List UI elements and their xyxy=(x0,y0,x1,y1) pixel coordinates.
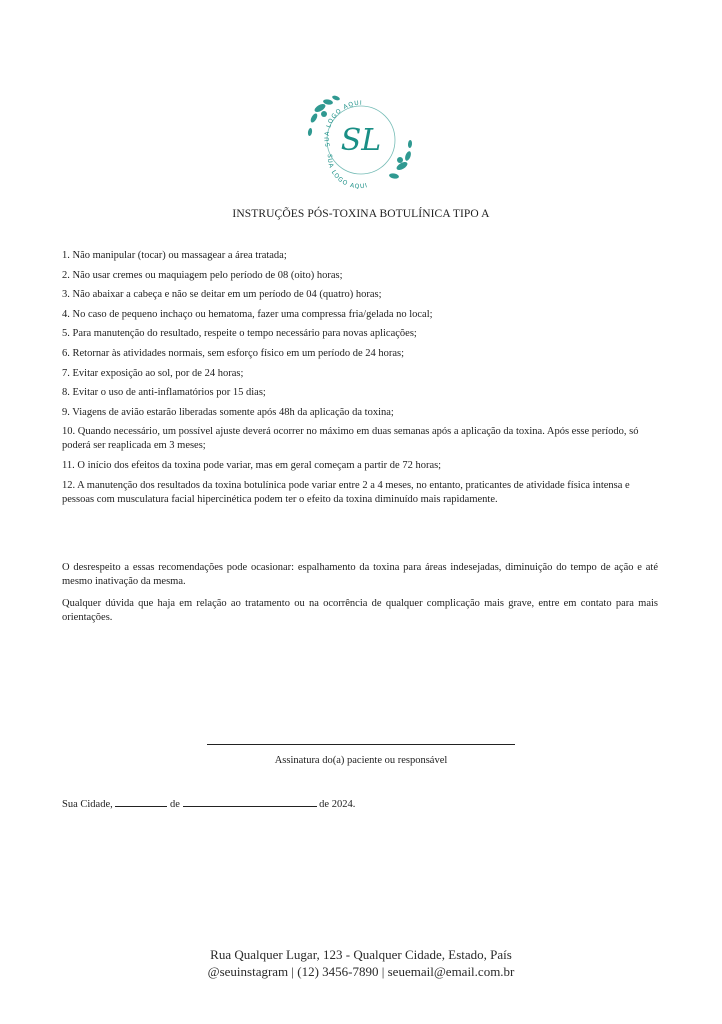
list-item: 3. Não abaixar a cabeça e não se deitar em um período de 04 (quatro) horas; xyxy=(62,289,382,301)
logo-ring-text-top: SUA LOGO AQUI xyxy=(323,99,363,148)
logo-monogram: SL xyxy=(340,123,382,158)
list-item: 6. Retornar às atividades normais, sem esforço físico em um período de 24 horas; xyxy=(62,347,405,359)
logo-ring-text-bottom: SUA LOGO AQUI xyxy=(325,153,369,190)
document-title: INSTRUÇÕES PÓS-TOXINA BOTULÍNICA TIPO A xyxy=(232,208,490,220)
list-item: 1. Não manipular (tocar) ou massagear a área tratada; xyxy=(62,250,287,261)
list-item: 10. Quando necessário, um possível ajuste deverá ocorrer no máximo em duas semanas após a aplicação da toxina. Após esse período, só poderá ser reaplicada em 3 meses; xyxy=(62,426,639,452)
date-city: Sua Cidade, xyxy=(62,799,113,810)
warning-paragraph: O desrespeito a essas recomendações pode ocasionar: espalhamento da toxina para áreas indesejadas, diminuição do tempo de ação e até mesmo inativação da mesma. xyxy=(62,562,658,587)
footer-contacts: @seuinstagram | (12) 3456-7890 | seuemail@email.com.br xyxy=(207,964,515,979)
brand-logo xyxy=(300,88,422,190)
list-item: 8. Evitar o uso de anti-inflamatórios por 15 dias; xyxy=(62,387,266,399)
list-item: 7. Evitar exposição ao sol, por de 24 horas; xyxy=(62,367,244,379)
list-item: 2. Não usar cremes ou maquiagem pelo período de 08 (oito) horas; xyxy=(62,269,343,281)
date-year-label: de 2024. xyxy=(319,799,356,810)
signature-line xyxy=(207,744,515,745)
instructions-list xyxy=(62,249,658,512)
date-day-blank[interactable] xyxy=(115,796,167,807)
list-item: 11. O início dos efeitos da toxina pode variar, mas em geral começam a partir de 72 horas; xyxy=(62,459,442,471)
list-item: 9. Viagens de avião estarão liberadas somente após 48h da aplicação da toxina; xyxy=(62,406,394,418)
date-month-blank[interactable] xyxy=(183,796,317,807)
svg-text:SUA LOGO AQUI xyxy=(326,154,369,190)
signature-label: Assinatura do(a) paciente ou responsável xyxy=(274,755,448,766)
contact-paragraph: Qualquer dúvida que haja em relação ao tratamento ou na ocorrência de qualquer complicação mais grave, entre em contato para mais orientações. xyxy=(62,598,658,623)
logo-emblem xyxy=(300,88,422,190)
date-de-label: de xyxy=(170,799,180,810)
leaf-decoration-icon xyxy=(389,140,413,179)
date-line xyxy=(62,796,355,810)
footer-address: Rua Qualquer Lugar, 123 - Qualquer Cidade, Estado, País xyxy=(210,947,512,962)
list-item: 12. A manutenção dos resultados da toxina botulínica pode variar entre 2 a 4 meses, no entanto, praticantes de atividade física intensa e pessoas com musculatura facial hipercinética podem ter o efeito da toxina diminuído mais rapidamente. xyxy=(62,479,630,505)
list-item: 5. Para manutenção do resultado, respeite o tempo necessário para novas aplicações; xyxy=(62,328,417,340)
footer xyxy=(0,946,722,980)
list-item: 4. No caso de pequeno inchaço ou hematoma, fazer uma compressa fria/gelada no local; xyxy=(62,308,433,320)
